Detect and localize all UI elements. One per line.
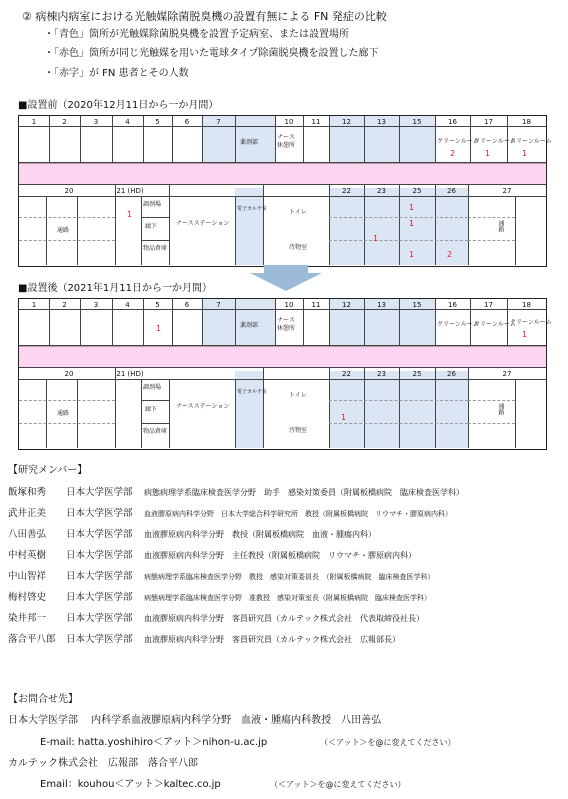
member-name: 中村英樹 xyxy=(8,550,47,561)
room-number: 13 xyxy=(377,301,386,309)
nurse-rest-label: ナース 休憩所 xyxy=(277,317,296,332)
member-role: 血液膠原病内科学分野 日本大学総合科学研究所 教授（附属板橋病院 リウマチ・膠原病内科） xyxy=(144,510,452,518)
room-number: 23 xyxy=(377,370,386,378)
room-number: 16 xyxy=(448,301,457,309)
fn-count: 1 xyxy=(156,324,162,333)
nurse-station-label: ナースステーション xyxy=(176,403,230,410)
room-number: 17 xyxy=(484,118,493,126)
member-role: 血液膠原病内科学分野 教授（附属板橋病院 血液・腫瘍内科） xyxy=(144,530,376,539)
member-role: 血液膠原病内科学分野 客員研究員（カルテック株式会社 広報部長） xyxy=(144,635,400,644)
dirty-room-label: 汚物室 xyxy=(289,427,308,434)
passage-label-right: 通路 xyxy=(497,220,504,232)
floor-plan-after xyxy=(18,298,552,450)
member-row xyxy=(8,592,431,604)
legend-blue: ・「青色」箇所が光触媒除菌脱臭機を設置予定病室、または設置場所 xyxy=(44,29,349,40)
member-row xyxy=(8,634,400,646)
room-number: 10 xyxy=(284,301,294,309)
member-row xyxy=(8,529,376,541)
room-number: 4 xyxy=(125,118,130,126)
fn-count: 2 xyxy=(450,149,456,158)
room-number: 21 (HD) xyxy=(116,370,144,378)
storage-label: 物品倉庫 xyxy=(143,245,168,252)
fn-count: 1 xyxy=(522,330,528,339)
member-row xyxy=(8,571,435,583)
toilet-label: トイレ xyxy=(289,209,307,216)
nurse-station-label: ナースステーション xyxy=(176,220,230,227)
corridor-label: 廊下 xyxy=(145,223,158,230)
pink-corridor xyxy=(19,163,546,185)
fn-count: 1 xyxy=(522,149,528,158)
fn-count: 1 xyxy=(373,234,379,243)
contact-line-1: 日本大学医学部 内科学系血液膠原病内科学分野 血液・腫瘍内科教授 八田善弘 xyxy=(8,715,382,726)
member-faculty: 日本大学医学部 xyxy=(66,592,133,603)
member-name: 八田善弘 xyxy=(8,529,47,540)
floor-plan-before xyxy=(18,115,552,267)
room-number: 5 xyxy=(155,118,160,126)
room-number: 15 xyxy=(412,118,422,126)
room-number: 22 xyxy=(342,187,351,195)
blue-room xyxy=(235,188,263,265)
member-row xyxy=(8,550,416,562)
member-row xyxy=(8,613,424,625)
member-row xyxy=(8,487,464,499)
clean-room-18: クリーンルーム xyxy=(510,138,552,145)
arrow-down-icon xyxy=(250,265,322,291)
room-number: 25 xyxy=(412,370,422,378)
member-name: 梅村啓史 xyxy=(8,592,47,603)
plan-before-label: ■設置前（2020年12月11日から一か月間） xyxy=(18,100,219,111)
fn-count: 1 xyxy=(127,210,133,219)
member-role: 病態病理学系臨床検査医学分野 教授 感染対策委員長 （附属板橋病院 臨床検査医学科） xyxy=(144,573,435,581)
clean-room-16: クリーンルーム xyxy=(437,138,479,145)
room-number: 12 xyxy=(342,301,351,309)
member-name: 飯塚和秀 xyxy=(8,487,47,498)
room-number: 7 xyxy=(216,118,221,126)
member-role: 病態病理学系臨床検査医学分野 助手 感染対策委員（附属板橋病院 臨床検査医学科） xyxy=(144,488,464,497)
clean-room-18: クリーンルーム xyxy=(510,319,552,326)
ecarte-room-label: 電子カルテ室 xyxy=(237,206,268,212)
room-number: 15 xyxy=(412,301,422,309)
drug-dept-label: 薬剤部 xyxy=(240,322,259,329)
toilet-label: トイレ xyxy=(289,392,307,399)
member-faculty: 日本大学医学部 xyxy=(66,571,133,582)
member-name: 中山智祥 xyxy=(8,571,47,582)
passage-label: 通路 xyxy=(57,410,70,417)
clean-room-17: クリーンルーム xyxy=(474,138,516,145)
members-heading: 【研究メンバー】 xyxy=(8,465,88,476)
fn-count: 1 xyxy=(341,413,347,422)
room-number: 3 xyxy=(93,301,99,309)
member-faculty: 日本大学医学部 xyxy=(66,529,133,540)
room-number: 6 xyxy=(184,301,190,309)
fn-count: 1 xyxy=(485,149,491,158)
contact-note-1: （＜アット＞を@に変えてください） xyxy=(320,738,456,747)
passage-label-right: 通路 xyxy=(497,403,504,415)
room-number: 27 xyxy=(502,187,512,195)
contact-line-2: カルテック株式会社 広報部 落合平八郎 xyxy=(8,758,198,769)
room-number: 3 xyxy=(93,118,99,126)
member-row xyxy=(8,508,452,520)
member-faculty: 日本大学医学部 xyxy=(66,487,133,498)
room-number: 7 xyxy=(216,301,221,309)
clean-room-17: クリーンルーム xyxy=(474,321,516,328)
ecarte-room-label: 電子カルテ室 xyxy=(237,389,268,395)
blue-room xyxy=(235,371,263,448)
contact-email-1[interactable]: E-mail: hatta.yoshihiro＜アット＞nihon-u.ac.jp xyxy=(40,737,268,748)
pink-corridor xyxy=(19,346,546,368)
room-number: 26 xyxy=(447,187,456,195)
member-faculty: 日本大学医学部 xyxy=(66,634,133,645)
room-number: 16 xyxy=(448,118,457,126)
room-number: 20 xyxy=(64,187,74,195)
drug-dept-label: 薬剤部 xyxy=(240,139,259,146)
room-number: 6 xyxy=(184,118,190,126)
member-role: 病態病理学系臨床検査医学分野 准教授 感染対策室長（附属板橋病院 臨床検査医学科） xyxy=(144,594,431,602)
room-number: 2 xyxy=(62,301,67,309)
member-faculty: 日本大学医学部 xyxy=(66,508,133,519)
legend-red: ・「赤字」が FN 患者とその人数 xyxy=(44,68,189,79)
room-number: 11 xyxy=(311,118,321,126)
member-role: 血液膠原病内科学分野 客員研究員（カルテック株式会社 代表取締役社長） xyxy=(144,614,424,623)
room-number: 18 xyxy=(522,118,531,126)
room-number: 17 xyxy=(484,301,493,309)
room-number: 27 xyxy=(502,370,512,378)
room-number: 13 xyxy=(377,118,386,126)
member-name: 武井正美 xyxy=(8,508,47,519)
plan-after-label: ■設置後（2021年1月11日から一か月間） xyxy=(18,283,212,294)
section-title: ② 病棟内病室における光触媒除菌脱臭機の設置有無による FN 発症の比較 xyxy=(22,10,387,23)
room-number: 21 (HD) xyxy=(116,187,144,195)
room-number: 1 xyxy=(31,118,37,126)
room-number: 2 xyxy=(62,118,67,126)
member-role: 血液膠原病内科学分野 主任教授（附属板橋病院 リウマチ・膠原病内科） xyxy=(144,551,416,560)
room-number: 1 xyxy=(31,301,37,309)
room-number: 23 xyxy=(377,187,386,195)
passage-label: 通路 xyxy=(57,227,70,234)
fn-count: 1 xyxy=(409,203,415,212)
fn-count: 2 xyxy=(447,250,453,259)
room-number: 22 xyxy=(342,370,351,378)
room-number: 11 xyxy=(311,301,321,309)
room-number: 25 xyxy=(412,187,422,195)
fn-count: 1 xyxy=(409,219,415,228)
member-faculty: 日本大学医学部 xyxy=(66,613,133,624)
room-number: 20 xyxy=(64,370,74,378)
legend-pink: ・「赤色」箇所が同じ光触媒を用いた電球タイプ除菌脱臭機を設置した廊下 xyxy=(44,48,379,59)
room-number: 12 xyxy=(342,118,351,126)
contact-email-2[interactable]: Email：kouhou＜アット＞kaltec.co.jp xyxy=(40,779,221,790)
fn-count: 1 xyxy=(409,250,415,259)
room-number: 18 xyxy=(522,301,531,309)
room-number: 4 xyxy=(125,301,130,309)
member-name: 落合平八郎 xyxy=(8,634,56,645)
room-number: 5 xyxy=(155,301,160,309)
room-number: 10 xyxy=(284,118,294,126)
room-number: 26 xyxy=(447,370,456,378)
prep-room-label: 調剤場 xyxy=(143,384,162,391)
dirty-room-label: 汚物室 xyxy=(289,244,308,251)
corridor-label: 廊下 xyxy=(145,406,158,413)
contact-heading: 【お問合せ先】 xyxy=(8,694,78,705)
prep-room-label: 調剤場 xyxy=(143,201,162,208)
member-faculty: 日本大学医学部 xyxy=(66,550,133,561)
nurse-rest-label: ナース 休憩所 xyxy=(277,134,296,149)
contact-note-2: （＜アット＞を@に変えてください） xyxy=(270,780,406,789)
clean-room-16: クリーンルーム xyxy=(437,321,479,328)
storage-label: 物品倉庫 xyxy=(143,428,168,435)
member-name: 染井邦一 xyxy=(8,613,47,624)
